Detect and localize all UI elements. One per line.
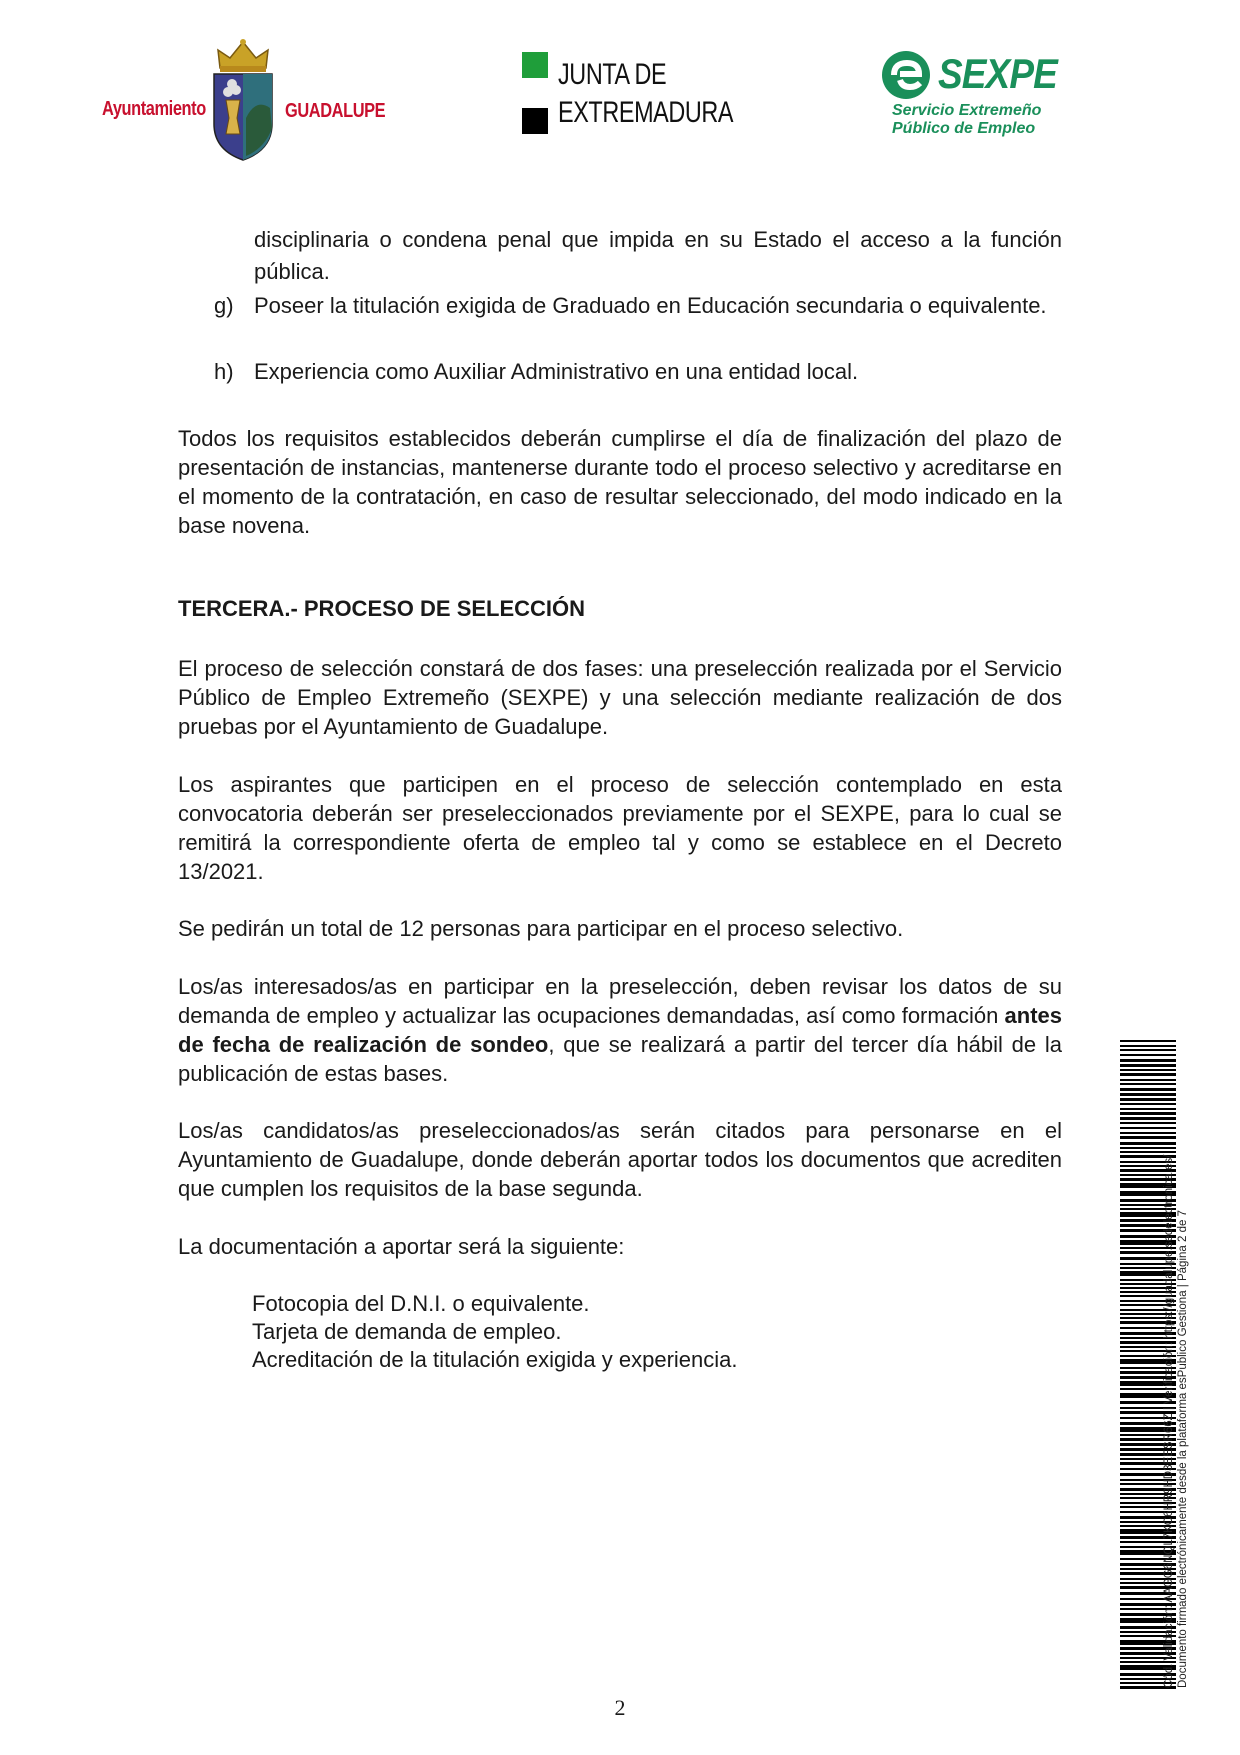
junta-line2: EXTREMADURA — [558, 96, 734, 129]
barcode-bar — [1120, 1108, 1176, 1110]
paragraph-requisitos: Todos los requisitos establecidos deberán cumplirse el día de finalización del plazo de presentación de instancias, mantenerse durante todo el proceso selectivo y acreditarse en el momento de la contratación, en caso de resultar seleccionado, del modo indicado en la base novena. — [178, 426, 1062, 538]
barcode-bar — [1120, 1151, 1176, 1153]
logo-junta-extremadura — [522, 50, 742, 140]
paragraph-aspirantes: Los aspirantes que participen en el proceso de selección contemplado en esta convocatoria deberán ser preseleccionados previamente por el SEXPE, para lo cual se remitirá la correspondiente oferta de empleo tal y como se establece en el Decreto 13/2021. — [178, 772, 1062, 884]
paragraph-interesados — [178, 972, 1062, 1088]
barcode-bar — [1120, 1147, 1176, 1149]
logo-ayuntamiento-guadalupe — [100, 38, 386, 168]
barcode-bar — [1120, 1054, 1176, 1056]
guadalupe-word: GUADALUPE — [285, 100, 386, 122]
document-item: Tarjeta de demanda de empleo. — [252, 1319, 562, 1344]
sexpe-subtitle-2: Público de Empleo — [892, 120, 1036, 137]
barcode-bar — [1120, 1127, 1176, 1129]
paragraph-candidatos: Los/as candidatos/as preseleccionados/as serán citados para personarse en el Ayuntamiento de Guadalupe, donde deberán aportar todos los documentos que acrediten que cumplen los requisitos de la base segunda. — [178, 1118, 1062, 1201]
sexpe-subtitle-1: Servicio Extremeño — [892, 102, 1042, 119]
page-number: 2 — [614, 1695, 626, 1720]
section-heading-tercera: TERCERA.- PROCESO DE SELECCIÓN — [178, 596, 586, 621]
interesados-bold-deadline: antes de fecha de realización de sondeo — [178, 1003, 1062, 1057]
black-square-icon — [522, 108, 548, 134]
barcode-bar — [1120, 1093, 1176, 1096]
green-square-icon — [522, 52, 548, 78]
item-f-text: disciplinaria o condena penal que impida en su Estado el acceso a la función pública. — [254, 227, 1062, 284]
paragraph-total: Se pedirán un total de 12 personas para participar en el proceso selectivo. — [178, 916, 904, 941]
item-g-marker: g) — [214, 293, 234, 318]
barcode-bar — [1120, 1040, 1176, 1042]
barcode-bar — [1120, 1069, 1176, 1071]
barcode-bar — [1120, 1049, 1176, 1051]
barcode-bar — [1120, 1073, 1176, 1076]
sexpe-e-icon — [880, 48, 936, 102]
barcode-bar — [1120, 1122, 1176, 1124]
paragraph-fases: El proceso de selección constará de dos fases: una preselección realizada por el Servicio Público de Empleo Extremeño (SEXPE) y una selección mediante realización de dos pruebas por el Ayuntamiento de Guadalupe. — [178, 656, 1062, 739]
list-item-f-continuation — [178, 224, 1062, 288]
sexpe-brand: SEXPE — [938, 50, 1057, 97]
validation-text — [1162, 1155, 1190, 1688]
barcode-bar — [1120, 1112, 1176, 1115]
document-item: Acreditación de la titulación exigida y experiencia. — [252, 1347, 738, 1372]
interesados-text-a: Los/as interesados/as en participar en la preselección, deben revisar los datos de su demanda de empleo y actualizar las ocupaciones demandadas, así como formación — [178, 974, 1062, 1028]
barcode-bar — [1120, 1103, 1176, 1105]
list-item-g — [178, 290, 1062, 322]
validation-line-1: Cód. Validación: AAGG6NQL7KC6HR9HD3EESR66Z | Verificación: https://guadalupe.sedelectronica.es/ — [1163, 1154, 1175, 1688]
barcode-bar — [1120, 1064, 1176, 1067]
item-h-text: Experiencia como Auxiliar Administrativo en una entidad local. — [254, 359, 859, 384]
paragraph-documentacion: La documentación a aportar será la siguiente: — [178, 1234, 625, 1259]
barcode-bar — [1120, 1142, 1176, 1145]
item-g-text: Poseer la titulación exigida de Graduado en Educación secundaria o equivalente. — [254, 293, 1047, 318]
barcode-bar — [1120, 1045, 1176, 1047]
validation-line-2: Documento firmado electrónicamente desde la plataforma esPublico Gestiona | Página 2 de 7 — [1177, 1210, 1189, 1688]
barcode-bar — [1120, 1136, 1176, 1139]
barcode-bar — [1120, 1083, 1176, 1085]
junta-line1: JUNTA DE — [558, 58, 667, 91]
barcode-bar — [1120, 1059, 1176, 1062]
barcode-bar — [1120, 1117, 1176, 1120]
coat-of-arms-icon — [210, 38, 276, 162]
logo-sexpe — [880, 48, 1080, 148]
list-item-h — [178, 356, 1062, 388]
ayuntamiento-word: Ayuntamiento — [102, 98, 206, 120]
barcode-bar — [1120, 1098, 1176, 1101]
item-h-marker: h) — [214, 359, 234, 384]
document-item: Fotocopia del D.N.I. o equivalente. — [252, 1291, 590, 1316]
barcode-bar — [1120, 1132, 1176, 1134]
barcode-bar — [1120, 1079, 1176, 1081]
interesados-text-b: , que se realizará a partir del tercer día hábil de la publicación de estas bases. — [178, 1032, 1062, 1086]
document-list — [252, 1290, 738, 1374]
barcode-bar — [1120, 1088, 1176, 1091]
